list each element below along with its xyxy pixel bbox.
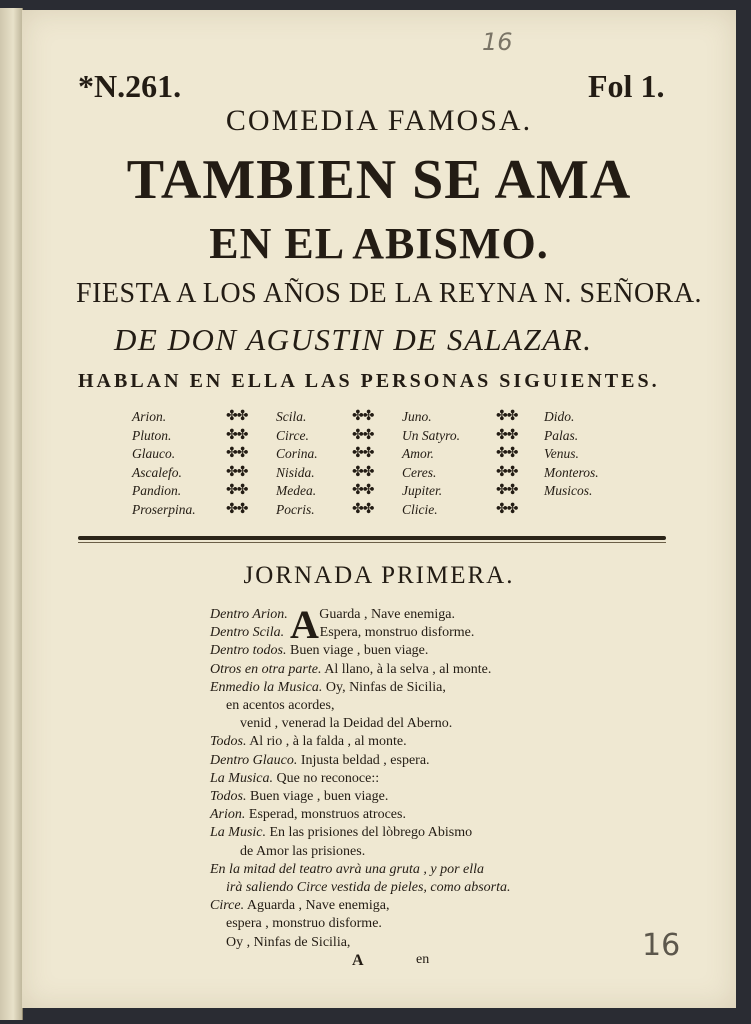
verse-words: espera , monstruo disforme. bbox=[226, 916, 382, 932]
persona-name: Juno. bbox=[402, 409, 432, 424]
verse-words: Que no reconoce:: bbox=[276, 770, 380, 786]
fleuron-ornament: ✤✤ bbox=[352, 409, 374, 424]
verse-line bbox=[210, 624, 511, 642]
ornament-column-1 bbox=[226, 408, 247, 519]
pencil-page-number-bottom: 16 bbox=[642, 928, 681, 963]
title-line-2: EN EL ABISMO. bbox=[209, 219, 549, 268]
persona-name: Glauco. bbox=[132, 446, 176, 461]
comedia-number: *N.261. bbox=[78, 68, 182, 104]
verse-words: Aguarda , Nave enemiga, bbox=[246, 898, 390, 914]
fleuron-ornament: ✤✤ bbox=[496, 446, 518, 461]
persona-name: Amor. bbox=[402, 446, 434, 461]
fleuron-ornament: ✤✤ bbox=[496, 427, 518, 443]
verse-line bbox=[210, 752, 511, 770]
fleuron-ornament: ✤✤ bbox=[226, 427, 248, 443]
verse-words: Al llano, à la selva , al monte. bbox=[324, 661, 492, 677]
verse-words: en acentos acordes, bbox=[226, 698, 335, 714]
stage-direction-text: irà saliendo Circe vestida de pieles, como absorta. bbox=[226, 880, 511, 896]
verse-words: Buen viage , buen viage. bbox=[289, 643, 429, 659]
verse-line bbox=[210, 770, 511, 788]
persona-name: Clicie. bbox=[402, 501, 438, 517]
verse-line bbox=[210, 897, 511, 915]
fleuron-ornament: ✤✤ bbox=[226, 409, 248, 424]
folio-number: Fol 1. bbox=[588, 68, 665, 104]
stage-direction bbox=[210, 879, 511, 897]
stage-direction bbox=[210, 861, 511, 879]
fleuron-ornament: ✤✤ bbox=[226, 446, 248, 461]
persona-name: Jupiter. bbox=[402, 483, 443, 498]
verse-line bbox=[210, 824, 511, 842]
fleuron-ornament: ✤✤ bbox=[226, 464, 248, 480]
persona-name: Palas. bbox=[544, 427, 579, 443]
persona-name: Pocris. bbox=[276, 501, 315, 517]
verse-line bbox=[210, 915, 511, 933]
persona-name: Scila. bbox=[276, 409, 307, 424]
speaker-name: La Musica. bbox=[210, 770, 273, 786]
speaker-name: Todos. bbox=[210, 734, 247, 750]
persona-name: Venus. bbox=[544, 446, 579, 461]
drop-cap: A bbox=[290, 602, 319, 647]
verse-words: En las prisiones del lòbrego Abismo bbox=[269, 825, 473, 841]
persona-name: Pandion. bbox=[132, 483, 182, 498]
fleuron-ornament: ✤✤ bbox=[352, 427, 374, 443]
fleuron-ornament: ✤✤ bbox=[352, 446, 374, 461]
personas-column-1 bbox=[132, 408, 196, 519]
adjacent-page-edge bbox=[0, 8, 23, 1020]
verse-line bbox=[210, 715, 511, 733]
speaker-name: Otros en otra parte. bbox=[210, 661, 322, 677]
speaker-name: Dentro Scila. bbox=[210, 625, 285, 641]
verse-words: Oy , Ninfas de Sicilia, bbox=[226, 934, 351, 950]
verse-words: Al rio , à la falda , al monte. bbox=[249, 734, 407, 750]
verse-line bbox=[210, 843, 511, 861]
book-page bbox=[22, 10, 736, 1008]
persona-name: Ceres. bbox=[402, 464, 437, 480]
persona-name: Ascalefo. bbox=[132, 464, 182, 480]
persona-name: Corina. bbox=[276, 446, 318, 461]
speaker-name: Circe. bbox=[210, 898, 245, 914]
verse-words: venid , venerad la Deidad del Aberno. bbox=[240, 716, 453, 732]
fleuron-ornament: ✤✤ bbox=[496, 409, 518, 424]
personas-column-4 bbox=[544, 408, 599, 501]
verse-line bbox=[210, 934, 511, 952]
speaker-name: Todos. bbox=[210, 789, 247, 805]
persona-name: Dido. bbox=[544, 409, 575, 424]
persona-name: Proserpina. bbox=[132, 501, 196, 517]
speaker-name: La Music. bbox=[210, 825, 266, 841]
verse-words: Buen viage , buen viage. bbox=[249, 789, 389, 805]
verse-words: Injusta beldad , espera. bbox=[300, 752, 430, 768]
persona-name: Nisida. bbox=[276, 464, 315, 480]
fleuron-ornament: ✤✤ bbox=[352, 483, 374, 498]
verse-line bbox=[210, 642, 511, 660]
personas-column-3 bbox=[402, 408, 460, 519]
stage-direction-text: En la mitad del teatro avrà una gruta , y por ella bbox=[210, 861, 485, 877]
act-heading: JORNADA PRIMERA. bbox=[243, 562, 515, 589]
verse-words: Espera, monstruo disforme. bbox=[319, 625, 475, 641]
title-line-1: TAMBIEN SE AMA bbox=[126, 149, 632, 211]
persona-name: Circe. bbox=[276, 427, 309, 443]
ornament-column-3 bbox=[496, 408, 517, 519]
fleuron-ornament: ✤✤ bbox=[496, 483, 518, 498]
persona-name: Pluton. bbox=[132, 427, 172, 443]
personas-column-2 bbox=[276, 408, 318, 519]
speaker-name: Enmedio la Musica. bbox=[210, 679, 323, 695]
divider-rule bbox=[78, 536, 666, 540]
fleuron-ornament: ✤✤ bbox=[496, 464, 518, 480]
verse-text bbox=[210, 602, 511, 952]
comedia-heading: COMEDIA FAMOSA. bbox=[225, 104, 533, 137]
verse-line bbox=[210, 606, 511, 624]
speaker-name: Arion. bbox=[210, 807, 246, 823]
dramatis-personae-heading: HABLAN EN ELLA LAS PERSONAS SIGUIENTES. bbox=[78, 370, 660, 392]
dedication-line: FIESTA A LOS AÑOS DE LA REYNA N. SEÑORA. bbox=[76, 278, 703, 309]
fleuron-ornament: ✤✤ bbox=[352, 501, 374, 517]
verse-line bbox=[210, 679, 511, 697]
verse-line bbox=[210, 733, 511, 751]
persona-name: Monteros. bbox=[544, 464, 599, 480]
speaker-name: Dentro todos. bbox=[210, 643, 287, 659]
pencil-page-number: 16 bbox=[482, 28, 513, 56]
verse-words: Guarda , Nave enemiga. bbox=[319, 607, 455, 622]
persona-name: Arion. bbox=[132, 409, 167, 424]
signature-mark: A bbox=[352, 952, 364, 969]
verse-words: de Amor las prisiones. bbox=[240, 843, 366, 859]
persona-name: Musicos. bbox=[544, 483, 593, 498]
verse-line bbox=[210, 806, 511, 824]
fleuron-ornament: ✤✤ bbox=[226, 483, 248, 498]
verse-line bbox=[210, 788, 511, 806]
fleuron-ornament: ✤✤ bbox=[352, 464, 374, 480]
author-line: DE DON AGUSTIN DE SALAZAR. bbox=[114, 322, 593, 357]
fleuron-ornament: ✤✤ bbox=[226, 501, 248, 517]
persona-name: Un Satyro. bbox=[402, 427, 460, 443]
catchword: en bbox=[416, 952, 430, 967]
fleuron-ornament: ✤✤ bbox=[496, 501, 518, 517]
speaker-name: Dentro Arion. bbox=[210, 607, 288, 622]
verse-words: Esperad, monstruos atroces. bbox=[248, 807, 406, 823]
ornament-column-2 bbox=[352, 408, 373, 519]
verse-words: Oy, Ninfas de Sicilia, bbox=[325, 679, 446, 695]
verse-line bbox=[210, 697, 511, 715]
verse-line bbox=[210, 661, 511, 679]
speaker-name: Dentro Glauco. bbox=[210, 752, 298, 768]
persona-name: Medea. bbox=[276, 483, 317, 498]
